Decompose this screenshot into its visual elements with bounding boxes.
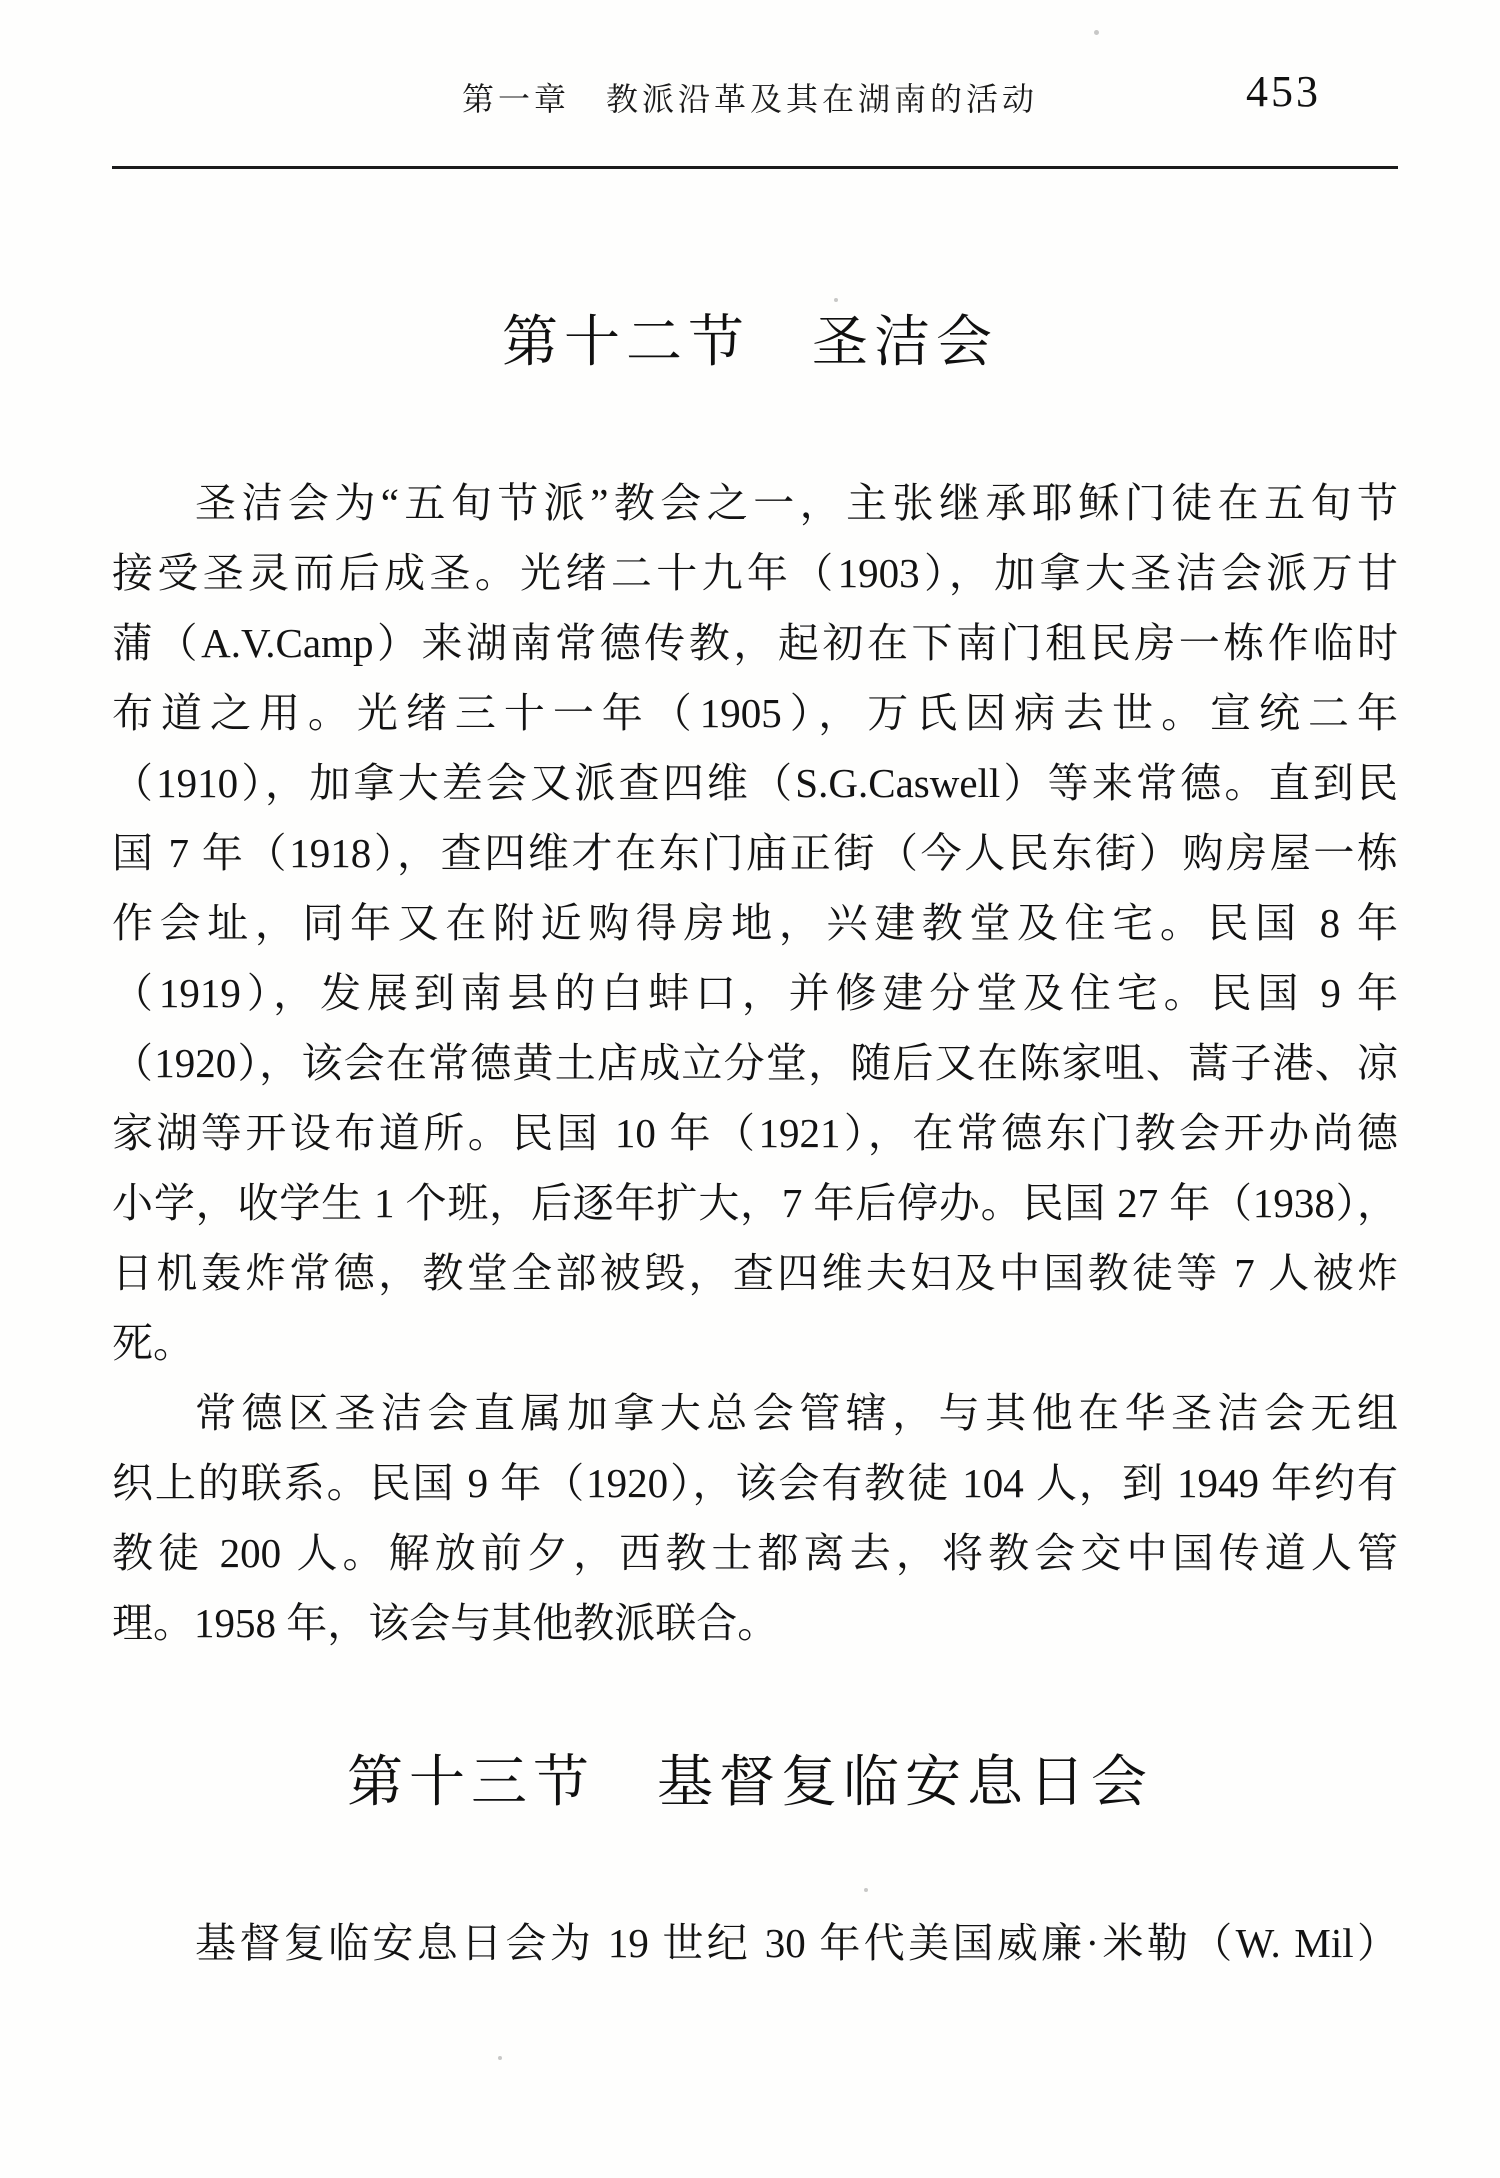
text-line: 国 7 年（1918），查四维才在东门庙正街（今人民东街）购房屋一栋 [112, 830, 1398, 876]
text-line: （1910），加拿大差会又派查四维（S.G.Caswell）等来常德。直到民 [112, 760, 1398, 806]
paragraph [112, 1378, 1398, 1658]
text-line: 接受圣灵而后成圣。光绪二十九年（1903），加拿大圣洁会派万甘 [112, 550, 1398, 596]
section-13-title: 第十三节 基督复临安息日会 [347, 1752, 1153, 1814]
section-12-body [112, 468, 1398, 1658]
running-header-chapter-title: 第一章 教派沿革及其在湖南的活动 [461, 81, 1038, 117]
header-divider-rule [112, 166, 1398, 169]
text-line: 圣洁会为“五旬节派”教会之一，主张继承耶稣门徒在五旬节 [195, 480, 1398, 526]
text-line: 家湖等开设布道所。民国 10 年（1921），在常德东门教会开办尚德 [112, 1110, 1398, 1156]
text-line: （1920），该会在常德黄土店成立分堂，随后又在陈家咀、蒿子港、凉 [112, 1040, 1398, 1086]
text-line: 布道之用。光绪三十一年（1905），万氏因病去世。宣统二年 [112, 690, 1398, 736]
text-line: 日机轰炸常德，教堂全部被毁，查四维夫妇及中国教徒等 7 人被炸 [112, 1250, 1398, 1296]
text-line: （1919），发展到南县的白蚌口，并修建分堂及住宅。民国 9 年 [112, 970, 1398, 1016]
page-number: 453 [1246, 67, 1321, 116]
paragraph [112, 468, 1398, 1378]
text-line: 作会址，同年又在附近购得房地，兴建教堂及住宅。民国 8 年 [112, 900, 1398, 946]
scan-speck [864, 1888, 868, 1892]
scan-speck [834, 298, 838, 302]
section-12-title: 第十二节 圣洁会 [502, 312, 998, 374]
text-line: 常德区圣洁会直属加拿大总会管辖，与其他在华圣洁会无组 [195, 1390, 1398, 1436]
scan-speck [498, 2056, 502, 2060]
text-line: 教徒 200 人。解放前夕，西教士都离去，将教会交中国传道人管 [112, 1530, 1398, 1576]
text-line: 理。1958 年，该会与其他教派联合。 [112, 1600, 779, 1646]
scan-speck [1094, 30, 1099, 35]
text-line: 织上的联系。民国 9 年（1920），该会有教徒 104 人，到 1949 年约有 [112, 1460, 1398, 1506]
section-13-body [112, 1908, 1398, 1978]
text-line: 小学，收学生 1 个班，后逐年扩大，7 年后停办。民国 27 年（1938）， [112, 1180, 1398, 1226]
text-line: 基督复临安息日会为 19 世纪 30 年代美国威廉·米勒（W. Mil） [195, 1920, 1398, 1966]
text-line: 死。 [112, 1320, 194, 1366]
text-line: 蒲（A.V.Camp）来湖南常德传教，起初在下南门租民房一栋作临时 [112, 620, 1398, 666]
paragraph [112, 1908, 1398, 1978]
